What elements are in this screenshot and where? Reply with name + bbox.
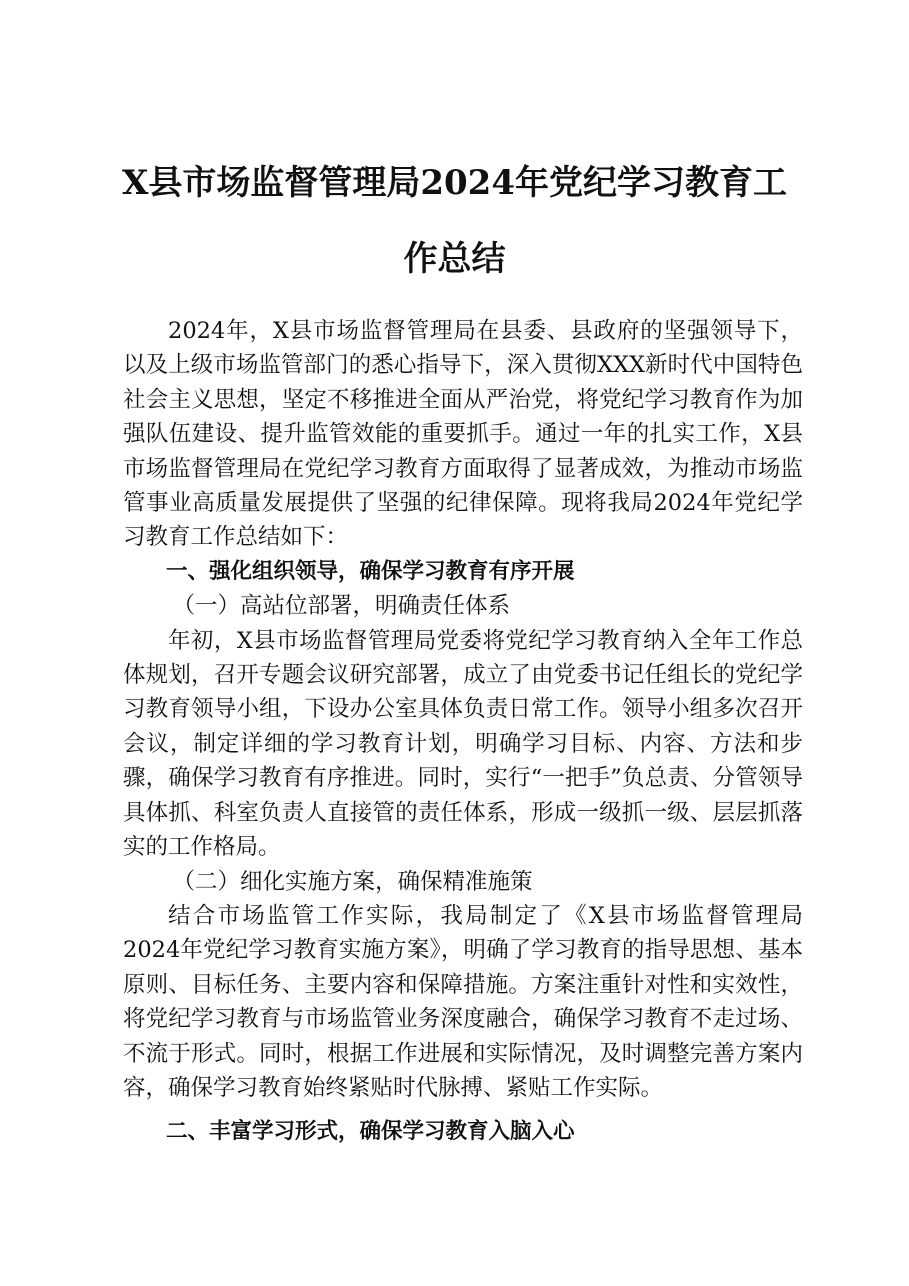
section-1-heading: 一、强化组织领导，确保学习教育有序开展: [166, 558, 575, 584]
section-2-heading: 二、丰富学习形式，确保学习教育入脑入心: [166, 1119, 575, 1145]
subsection-1-heading: （一）高站位部署，明确责任体系: [172, 593, 511, 620]
subsection-2-paragraph: 结合市场监管工作实际，我局制定了《X县市场监督管理局2024年党纪学习教育实施方案》，明确了学习教育的指导思想、基本原则、目标任务、主要内容和保障措施。方案注重针对性和实效性，将党纪学习教育与市场监管业务深度融合，确保学习教育不走过场、不流于形式。同时，根据工作进展和实际情况，及时调整完善方案内容，确保学习教育始终紧贴时代脉搏、紧贴工作实际。: [123, 902, 803, 1101]
subsection-1-paragraph: 年初，X县市场监督管理局党委将党纪学习教育纳入全年工作总体规划，召开专题会议研究部署，成立了由党委书记任组长的党纪学习教育领导小组，下设办公室具体负责日常工作。领导小组多次召开会议，制定详细的学习教育计划，明确学习目标、内容、方法和步骤，确保学习教育有序推进。同时，实行“一把手”负总责、分管领导具体抓、科室负责人直接管的责任体系，形成一级抓一级、层层抓落实的工作格局。: [123, 627, 803, 861]
document-body: [123, 314, 803, 1150]
document-title-line-2: 作总结: [403, 239, 506, 279]
subsection-2-heading: （二）细化实施方案，确保精准施策: [172, 868, 533, 895]
intro-paragraph: 2024年，X县市场监督管理局在县委、县政府的坚强领导下，以及上级市场监管部门的悉心指导下，深入贯彻XXX新时代中国特色社会主义思想，坚定不移推进全面从严治党，将党纪学习教育作为加强队伍建设、提升监管效能的重要抓手。通过一年的扎实工作，X县市场监督管理局在党纪学习教育方面取得了显著成效，为推动市场监管事业高质量发展提供了坚强的纪律保障。现将我局2024年党纪学习教育工作总结如下：: [123, 318, 803, 551]
document-title-line-1: X县市场监督管理局2024年党纪学习教育工: [121, 163, 787, 203]
